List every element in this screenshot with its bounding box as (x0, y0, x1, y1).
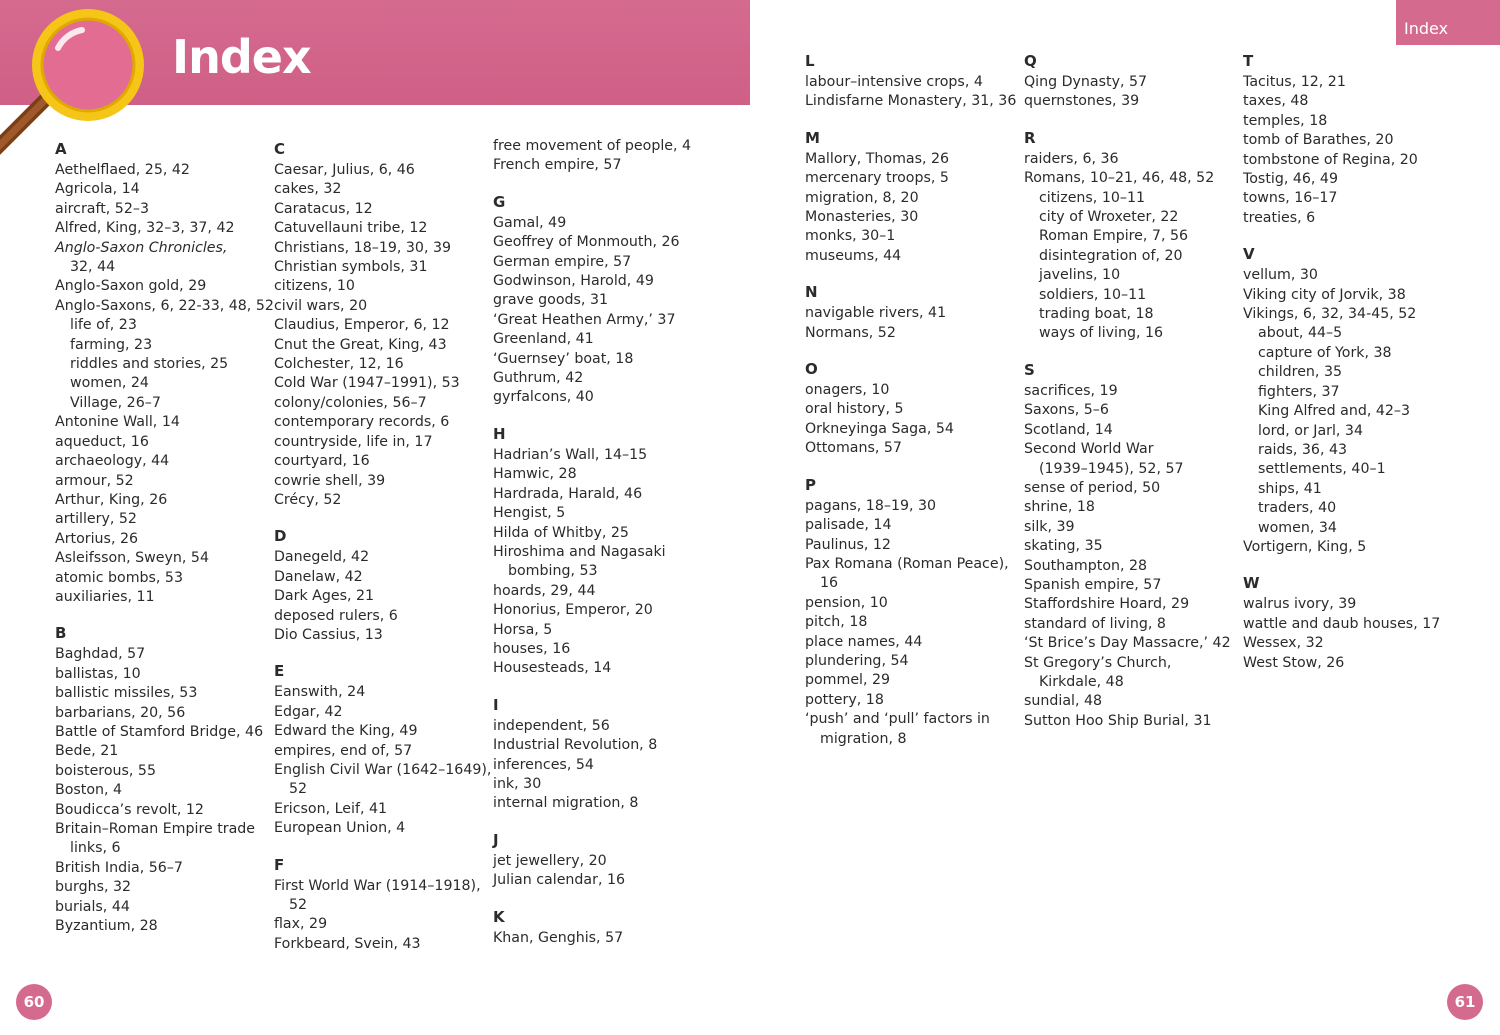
index-entry: Qing Dynasty, 57 (1024, 74, 1148, 90)
index-entry: Monasteries, 30 (805, 209, 919, 226)
index-subentry: bombing, 53 (508, 563, 598, 580)
index-entry: Greenland, 41 (493, 331, 594, 348)
index-entry: Antonine Wall, 14 (55, 414, 180, 431)
index-subentry: farming, 23 (70, 336, 153, 353)
index-entry: Orkneyinga Saga, 54 (805, 420, 954, 437)
index-entry: Hadrian’s Wall, 14–15 (493, 446, 648, 463)
index-entry: barbarians, 20, 56 (55, 704, 186, 721)
index-entry: Staffordshire Hoard, 29 (1024, 596, 1190, 613)
index-entry: quernstones, 39 (1024, 93, 1140, 110)
index-entry: Scotland, 14 (1024, 421, 1113, 438)
index-entry: treaties, 6 (1243, 209, 1316, 226)
index-entry: atomic bombs, 53 (55, 569, 183, 586)
index-letter-heading: B (55, 624, 67, 643)
index-entry: onagers, 10 (805, 382, 890, 399)
index-subentry: capture of York, 38 (1258, 344, 1392, 361)
index-subentry: 16 (820, 575, 839, 592)
index-entry: St Gregory’s Church, (1024, 654, 1172, 671)
index-subentry: 52 (289, 897, 308, 913)
index-entry: Boudicca’s revolt, 12 (55, 801, 204, 818)
index-entry: Edward the King, 49 (274, 723, 418, 740)
index-column-5 (1024, 49, 1239, 731)
index-entry: sense of period, 50 (1024, 479, 1161, 496)
index-entry: courtyard, 16 (274, 453, 370, 470)
index-entry: Bede, 21 (55, 743, 119, 760)
index-entry: Eanswith, 24 (274, 684, 366, 701)
index-entry: Artorius, 26 (55, 530, 139, 547)
index-entry: internal migration, 8 (493, 795, 639, 812)
index-entry: Gamal, 49 (493, 214, 567, 231)
index-entry: Forkbeard, Svein, 43 (274, 935, 421, 952)
index-entry: pommel, 29 (805, 672, 891, 689)
index-entry: independent, 56 (493, 717, 610, 734)
index-subentry: links, 6 (70, 840, 121, 857)
index-column-2 (274, 137, 492, 954)
index-entry: wattle and daub houses, 17 (1243, 615, 1441, 632)
index-letter-heading: H (493, 424, 506, 443)
index-entry: free movement of people, 4 (493, 138, 692, 154)
index-subentry: King Alfred and, 42–3 (1258, 403, 1411, 420)
index-entry: Southampton, 28 (1024, 557, 1148, 574)
index-entry: Ottomans, 57 (805, 440, 902, 457)
index-entry: colony/colonies, 56–7 (274, 394, 427, 411)
index-subentry: disintegration of, 20 (1039, 247, 1183, 264)
index-entry: Catuvellauni tribe, 12 (274, 220, 428, 237)
index-entry: Colchester, 12, 16 (274, 356, 404, 373)
index-entry: raiders, 6, 36 (1024, 150, 1119, 167)
index-entry: Caratacus, 12 (274, 200, 373, 217)
index-entry: aircraft, 52–3 (55, 200, 149, 217)
index-entry: Sutton Hoo Ship Burial, 31 (1024, 712, 1212, 729)
index-entry: Pax Romana (Roman Peace), (805, 555, 1009, 572)
index-entry: Arthur, King, 26 (55, 491, 168, 508)
index-entry: civil wars, 20 (274, 297, 368, 314)
index-entry: Julian calendar, 16 (493, 872, 626, 889)
index-entry: Hiroshima and Nagasaki (493, 543, 666, 560)
index-letter-heading: C (274, 140, 286, 158)
index-letter-heading: J (493, 830, 499, 849)
index-subentry: 32, 44 (70, 259, 116, 276)
index-entry: labour–intensive crops, 4 (805, 74, 983, 90)
index-letter-heading: P (805, 475, 816, 494)
index-entry: ‘St Brice’s Day Massacre,’ 42 (1024, 635, 1231, 652)
index-subentry: Village, 26–7 (70, 394, 161, 411)
index-entry: Khan, Genghis, 57 (493, 929, 624, 946)
index-subentry: children, 35 (1258, 364, 1342, 381)
index-entry: place names, 44 (805, 633, 923, 650)
index-entry: Wessex, 32 (1243, 635, 1324, 652)
index-entry: walrus ivory, 39 (1243, 596, 1357, 613)
index-subentry: city of Wroxeter, 22 (1039, 209, 1179, 226)
index-subentry: raids, 36, 43 (1258, 441, 1348, 458)
index-entry: ballistas, 10 (55, 665, 141, 682)
index-entry: gyrfalcons, 40 (493, 389, 594, 406)
index-entry: Agricola, 14 (55, 181, 140, 198)
index-entry: West Stow, 26 (1243, 654, 1345, 671)
index-subentry: trading boat, 18 (1039, 306, 1154, 323)
index-letter-heading: T (1243, 52, 1254, 70)
index-entry: Britain–Roman Empire trade (55, 821, 256, 837)
index-entry: sundial, 48 (1024, 693, 1103, 710)
index-entry: standard of living, 8 (1024, 615, 1166, 632)
page-title: Index (172, 30, 311, 84)
index-subentry: fighters, 37 (1258, 383, 1340, 400)
index-subentry: javelins, 10 (1039, 267, 1121, 284)
index-entry: archaeology, 44 (55, 453, 170, 470)
index-entry: ‘push’ and ‘pull’ factors in (805, 711, 990, 728)
index-entry: cowrie shell, 39 (274, 472, 386, 489)
index-column-6 (1243, 49, 1458, 673)
index-entry: navigable rivers, 41 (805, 305, 947, 322)
index-entry: Ericson, Leif, 41 (274, 800, 388, 817)
index-entry: silk, 39 (1024, 518, 1075, 535)
index-entry: Dark Ages, 21 (274, 588, 375, 605)
index-column-4 (805, 49, 1020, 749)
index-entry: Tostig, 46, 49 (1243, 171, 1338, 188)
index-entry: Spanish empire, 57 (1024, 576, 1162, 593)
index-entry: Second World War (1024, 441, 1154, 458)
index-letter-heading: R (1024, 128, 1036, 147)
index-letter-heading: L (805, 52, 815, 70)
index-letter-heading: S (1024, 360, 1035, 379)
index-letter-heading: D (274, 527, 287, 546)
index-entry: Industrial Revolution, 8 (493, 737, 658, 754)
index-entry: pitch, 18 (805, 614, 868, 631)
index-letter-heading: I (493, 695, 499, 714)
index-entry: Cnut the Great, King, 43 (274, 336, 447, 353)
index-letter-heading: F (274, 855, 285, 874)
index-entry: artillery, 52 (55, 511, 137, 528)
index-entry: contemporary records, 6 (274, 414, 450, 431)
index-entry: Baghdad, 57 (55, 646, 146, 663)
index-entry: Geoffrey of Monmouth, 26 (493, 234, 680, 251)
index-entry: Crécy, 52 (274, 491, 342, 508)
index-entry: Anglo-Saxon gold, 29 (55, 278, 207, 295)
index-entry: British India, 56–7 (55, 859, 183, 876)
index-entry: empires, end of, 57 (274, 742, 413, 759)
index-entry: Battle of Stamford Bridge, 46 (55, 723, 264, 740)
index-subentry: about, 44–5 (1258, 325, 1343, 342)
index-entry: flax, 29 (274, 916, 328, 933)
index-entry: deposed rulers, 6 (274, 607, 398, 624)
index-entry: Cold War (1947–1991), 53 (274, 375, 460, 392)
index-entry: jet jewellery, 20 (493, 852, 607, 869)
index-subentry: women, 34 (1258, 519, 1337, 536)
index-subentry: women, 24 (70, 375, 149, 392)
index-entry: Hengist, 5 (493, 505, 566, 522)
index-entry: museums, 44 (805, 247, 902, 264)
index-entry: Edgar, 42 (274, 703, 343, 720)
index-entry: vellum, 30 (1243, 267, 1318, 284)
index-entry: oral history, 5 (805, 401, 904, 418)
index-letter-heading: V (1243, 245, 1255, 264)
index-subentry: Kirkdale, 48 (1039, 673, 1124, 690)
index-letter-heading: E (274, 662, 285, 681)
index-entry: Saxons, 5–6 (1024, 402, 1109, 419)
index-subentry: (1939–1945), 52, 57 (1039, 460, 1184, 477)
index-letter-heading: A (55, 140, 67, 158)
index-entry: Horsa, 5 (493, 621, 553, 638)
index-entry: English Civil War (1642–1649), (274, 761, 492, 778)
index-tab (1396, 0, 1500, 45)
index-letter-heading: O (805, 360, 818, 379)
index-entry: Danelaw, 42 (274, 568, 363, 585)
index-entry: Hardrada, Harald, 46 (493, 485, 643, 502)
index-letter-heading: G (493, 192, 506, 211)
index-entry: Guthrum, 42 (493, 370, 584, 387)
index-entry: Paulinus, 12 (805, 536, 891, 553)
index-entry: Hamwic, 28 (493, 466, 577, 483)
index-entry: skating, 35 (1024, 538, 1103, 555)
index-entry: Caesar, Julius, 6, 46 (274, 162, 415, 178)
index-letter-heading: W (1243, 574, 1260, 593)
index-entry: ink, 30 (493, 775, 542, 792)
index-entry: houses, 16 (493, 640, 571, 657)
index-entry: burials, 44 (55, 898, 130, 915)
index-entry: Housesteads, 14 (493, 660, 612, 677)
index-entry: Godwinson, Harold, 49 (493, 273, 654, 290)
index-entry: Aethelflaed, 25, 42 (55, 162, 190, 178)
index-entry: armour, 52 (55, 472, 134, 489)
index-entry: burghs, 32 (55, 879, 132, 896)
index-entry: pottery, 18 (805, 691, 884, 708)
index-entry: pension, 10 (805, 594, 888, 611)
index-entry: Anglo-Saxon Chronicles, (55, 239, 228, 256)
index-entry: temples, 18 (1243, 112, 1328, 129)
index-entry: migration, 8, 20 (805, 189, 919, 206)
index-subentry: migration, 8 (820, 730, 907, 747)
index-entry: Vikings, 6, 32, 34-45, 52 (1243, 306, 1417, 323)
index-entry: Vortigern, King, 5 (1243, 538, 1367, 555)
index-entry: mercenary troops, 5 (805, 170, 949, 187)
index-entry: Hilda of Whitby, 25 (493, 524, 629, 541)
index-subentry: lord, or Jarl, 34 (1258, 422, 1363, 439)
index-subentry: soldiers, 10–11 (1039, 286, 1147, 303)
index-entry: Christian symbols, 31 (274, 259, 428, 276)
index-entry: plundering, 54 (805, 652, 909, 669)
index-entry: tomb of Barathes, 20 (1243, 132, 1394, 149)
index-entry: German empire, 57 (493, 253, 632, 270)
index-entry: citizens, 10 (274, 278, 355, 295)
index-tab-label: Index (1404, 19, 1449, 38)
index-entry: Normans, 52 (805, 324, 896, 341)
index-entry: Dio Cassius, 13 (274, 626, 383, 643)
index-letter-heading: Q (1024, 52, 1037, 70)
index-column-3 (493, 137, 708, 948)
index-entry: towns, 16–17 (1243, 190, 1338, 207)
index-entry: Boston, 4 (55, 782, 123, 799)
index-entry: aqueduct, 16 (55, 433, 149, 450)
index-entry: inferences, 54 (493, 756, 594, 773)
index-letter-heading: N (805, 283, 818, 302)
index-entry: palisade, 14 (805, 517, 892, 534)
index-entry: auxiliaries, 11 (55, 588, 155, 605)
index-entry: First World War (1914–1918), (274, 877, 481, 894)
index-entry: taxes, 48 (1243, 93, 1309, 110)
index-subentry: ships, 41 (1258, 480, 1322, 497)
index-entry: hoards, 29, 44 (493, 582, 596, 599)
index-entry: Lindisfarne Monastery, 31, 36 (805, 93, 1017, 110)
index-entry: Alfred, King, 32–3, 37, 42 (55, 220, 235, 237)
index-entry: European Union, 4 (274, 820, 406, 837)
index-subentry: ways of living, 16 (1039, 325, 1164, 342)
index-entry: Byzantium, 28 (55, 918, 158, 935)
index-entry: Asleifsson, Sweyn, 54 (55, 550, 209, 567)
index-subentry: 52 (289, 781, 308, 798)
index-entry: grave goods, 31 (493, 292, 609, 309)
index-subentry: traders, 40 (1258, 500, 1337, 517)
index-subentry: Roman Empire, 7, 56 (1039, 228, 1189, 245)
index-entry: Christians, 18–19, 30, 39 (274, 239, 452, 256)
index-entry: countryside, life in, 17 (274, 433, 433, 450)
index-entry: monks, 30–1 (805, 228, 896, 245)
index-entry: pagans, 18–19, 30 (805, 497, 937, 514)
index-letter-heading: M (805, 128, 820, 147)
index-letter-heading: K (493, 907, 505, 926)
index-entry: French empire, 57 (493, 157, 622, 174)
index-entry: ‘Guernsey’ boat, 18 (493, 350, 634, 367)
index-subentry: settlements, 40–1 (1258, 461, 1386, 478)
index-entry: Danegeld, 42 (274, 549, 370, 566)
index-subentry: life of, 23 (70, 317, 137, 334)
index-column-1 (55, 137, 274, 936)
index-entry: ballistic missiles, 53 (55, 685, 198, 702)
index-entry: Honorius, Emperor, 20 (493, 602, 653, 619)
index-entry: Romans, 10–21, 46, 48, 52 (1024, 170, 1215, 187)
index-entry: sacrifices, 19 (1024, 382, 1118, 399)
index-entry: Viking city of Jorvik, 38 (1243, 286, 1406, 303)
index-entry: ‘Great Heathen Army,’ 37 (493, 311, 676, 328)
index-entry: Anglo-Saxons, 6, 22-33, 48, 52 (55, 297, 274, 314)
index-entry: tombstone of Regina, 20 (1243, 151, 1418, 168)
index-entry: boisterous, 55 (55, 762, 156, 779)
index-subentry: riddles and stories, 25 (70, 356, 229, 373)
index-subentry: citizens, 10–11 (1039, 189, 1146, 206)
page-number-left: 60 (16, 984, 52, 1020)
index-entry: Claudius, Emperor, 6, 12 (274, 317, 450, 334)
index-entry: Mallory, Thomas, 26 (805, 150, 950, 167)
magnifying-glass-icon (0, 0, 160, 160)
index-entry: Tacitus, 12, 21 (1243, 74, 1346, 90)
page-number-right: 61 (1447, 984, 1483, 1020)
index-entry: cakes, 32 (274, 181, 342, 198)
index-entry: shrine, 18 (1024, 499, 1095, 516)
